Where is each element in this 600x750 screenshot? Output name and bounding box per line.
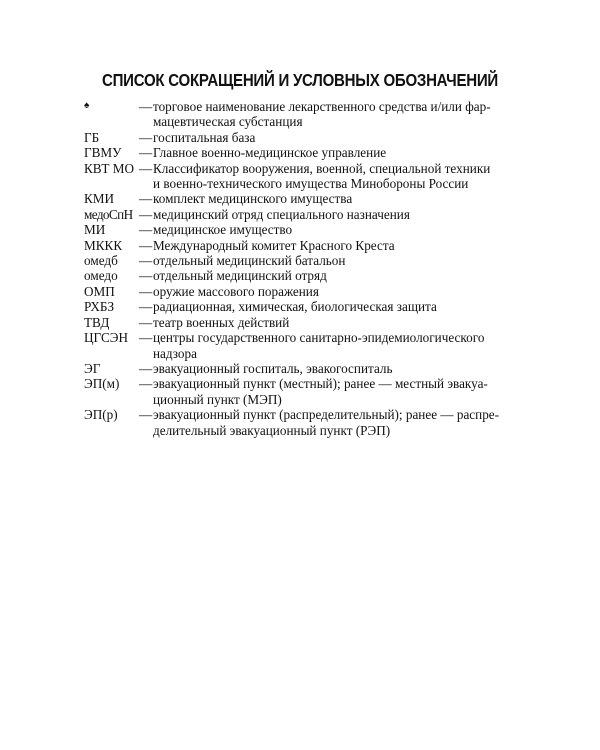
dash-separator: —: [139, 314, 153, 330]
abbreviation-definition: —эвакуационный пункт (распределительный); ранее — распре- делительный эвакуационный пункт (РЭП): [139, 407, 500, 438]
dash-separator: —: [139, 268, 153, 284]
list-item: [84, 407, 524, 438]
dash-separator: —: [139, 253, 153, 269]
dash-separator: —: [139, 99, 153, 114]
abbreviation-definition: —торговое наименование лекарственного средства и/или фар- мацевтическая субстанция: [139, 99, 491, 130]
list-item: [84, 376, 524, 407]
abbreviation-definition: —эвакуационный пункт (местный); ранее — местный эвакуа- ционный пункт (МЭП): [139, 376, 488, 407]
abbreviation-definition: —оружие массового поражения: [139, 283, 319, 299]
abbreviation-definition: —центры государственного санитарно-эпидемиологического надзора: [139, 330, 485, 361]
abbreviation-term: МИ: [84, 222, 106, 238]
trademark-symbol: ♠: [84, 100, 90, 111]
abbreviation-term: ЭП(р): [84, 407, 118, 423]
dash-separator: —: [139, 360, 153, 376]
abbreviation-definition: —медицинский отряд специального назначения: [139, 206, 410, 222]
dash-separator: —: [139, 376, 153, 392]
abbreviation-term: ЭП(м): [84, 376, 120, 392]
dash-separator: —: [139, 407, 153, 423]
abbreviation-definition: —радиационная, химическая, биологическая защита: [139, 299, 437, 315]
abbreviation-term: КМИ: [84, 191, 115, 207]
dash-separator: —: [139, 129, 153, 145]
abbreviation-definition: —отдельный медицинский отряд: [139, 268, 327, 284]
abbreviation-term: ЭГ: [84, 360, 101, 376]
list-item: [84, 99, 524, 130]
abbreviation-term: ЦГСЭН: [84, 330, 128, 346]
abbreviation-term: ГБ: [84, 129, 100, 145]
list-item: [84, 191, 524, 206]
abbreviation-definition: —госпитальная база: [139, 129, 256, 145]
dash-separator: —: [139, 160, 153, 176]
list-item: [84, 299, 524, 314]
abbreviation-definition: —Классификатор вооружения, военной, специальной техники и военно-технического имущества Минобороны России: [139, 160, 491, 192]
list-item: [84, 361, 524, 376]
dash-separator: —: [139, 145, 153, 161]
page-title: СПИСОК СОКРАЩЕНИЙ И УСЛОВНЫХ ОБОЗНАЧЕНИЙ: [102, 70, 498, 90]
dash-separator: —: [139, 191, 153, 207]
list-item: [84, 222, 524, 237]
dash-separator: —: [139, 299, 153, 315]
list-item: [84, 268, 524, 283]
list-item: [84, 145, 524, 160]
abbreviation-definition: —эвакуационный госпиталь, эвакогоспиталь: [139, 360, 393, 376]
abbreviation-term: ОМП: [84, 283, 115, 299]
abbreviation-list: [84, 99, 524, 438]
abbreviation-term: медоСпН: [84, 206, 133, 222]
list-item: [84, 253, 524, 268]
abbreviation-definition: —Главное военно-медицинское управление: [139, 145, 387, 161]
dash-separator: —: [139, 283, 153, 299]
list-item: [84, 130, 524, 145]
abbreviation-term: омедо: [84, 268, 118, 284]
abbreviation-definition: —театр военных действий: [139, 314, 290, 330]
abbreviation-term: КВТ МО: [84, 160, 135, 176]
abbreviation-term: ТВД: [84, 314, 110, 330]
list-item: [84, 161, 524, 192]
dash-separator: —: [139, 330, 153, 346]
dash-separator: —: [139, 206, 153, 222]
list-item: [84, 284, 524, 299]
abbreviation-term: РХБЗ: [84, 299, 115, 315]
abbreviation-term: [84, 99, 139, 116]
list-item: [84, 330, 524, 361]
abbreviation-definition: —медицинское имущество: [139, 222, 293, 238]
abbreviation-definition: —комплект медицинского имущества: [139, 191, 353, 207]
abbreviation-term: МККК: [84, 237, 123, 253]
dash-separator: —: [139, 222, 153, 238]
dash-separator: —: [139, 237, 153, 253]
list-item: [84, 207, 524, 222]
list-item: [84, 315, 524, 330]
list-item: [84, 238, 524, 253]
abbreviation-definition: —отдельный медицинский батальон: [139, 253, 346, 269]
abbreviation-definition: —Международный комитет Красного Креста: [139, 237, 395, 253]
abbreviation-term: омедб: [84, 253, 118, 269]
abbreviation-term: ГВМУ: [84, 145, 122, 161]
